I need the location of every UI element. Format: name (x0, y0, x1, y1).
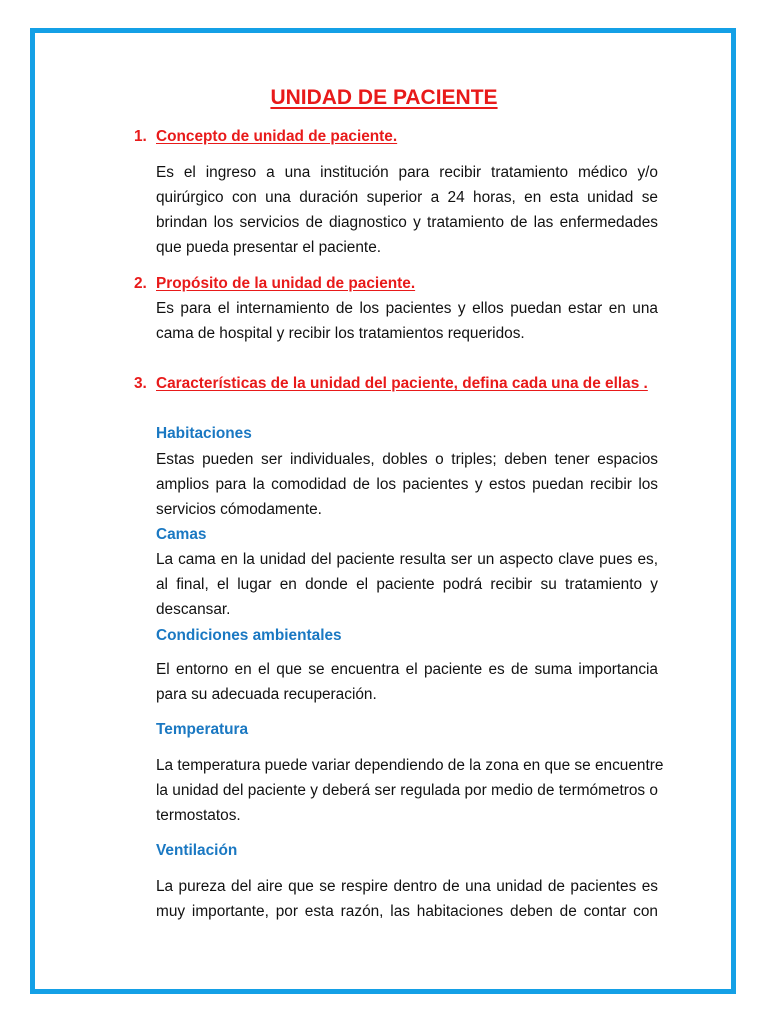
paragraph-line: Es para el internamiento de los pacientes y ellos puedan estar en una (156, 300, 658, 317)
section-heading: Concepto de unidad de paciente. (156, 128, 398, 145)
paragraph-line: Estas pueden ser individuales, dobles o triples; deben tener espacios (156, 451, 658, 468)
document-title: UNIDAD DE PACIENTE (270, 86, 498, 109)
paragraph-line: cama de hospital y recibir los tratamientos requeridos. (156, 325, 525, 342)
paragraph-line: al final, el lugar en donde el paciente podrá recibir su tratamiento y (156, 576, 658, 593)
subsection-heading: Ventilación (156, 842, 238, 859)
paragraph-line: servicios cómodamente. (156, 501, 322, 518)
subsection-heading: Camas (156, 526, 207, 543)
paragraph-line: Es el ingreso a una institución para recibir tratamiento médico y/o (156, 164, 658, 181)
subsection-heading: Condiciones ambientales (156, 627, 342, 644)
paragraph-line: brindan los servicios de diagnostico y tratamiento de las enfermedades (156, 214, 658, 231)
paragraph-line: muy importante, por esta razón, las habitaciones deben de contar con (156, 903, 658, 920)
section-heading: Características de la unidad del paciente, defina cada una de ellas . (156, 375, 648, 392)
paragraph-line: descansar. (156, 601, 231, 618)
paragraph-line: La temperatura puede variar dependiendo de la zona en que se encuentre (156, 757, 664, 774)
subsection-heading: Temperatura (156, 721, 249, 738)
paragraph-line: termostatos. (156, 807, 241, 824)
paragraph-line: quirúrgico con una duración superior a 24 horas, en esta unidad se (156, 189, 658, 206)
paragraph-line: para su adecuada recuperación. (156, 686, 377, 703)
paragraph-line: la unidad del paciente y deberá ser regulada por medio de termómetros o (156, 782, 658, 799)
section-heading: Propósito de la unidad de paciente. (156, 275, 416, 292)
section-number: 1. (134, 128, 147, 145)
paragraph-line: El entorno en el que se encuentra el paciente es de suma importancia (156, 661, 658, 678)
subsection-heading: Habitaciones (156, 425, 252, 442)
section-number: 3. (134, 375, 147, 392)
paragraph-line: La cama en la unidad del paciente resulta ser un aspecto clave pues es, (156, 551, 658, 568)
paragraph-line: amplios para la comodidad de los pacientes y estos puedan recibir los (156, 476, 658, 493)
paragraph-line: que pueda presentar el paciente. (156, 239, 382, 256)
paragraph-line: La pureza del aire que se respire dentro de una unidad de pacientes es (156, 878, 658, 895)
section-number: 2. (134, 275, 147, 292)
